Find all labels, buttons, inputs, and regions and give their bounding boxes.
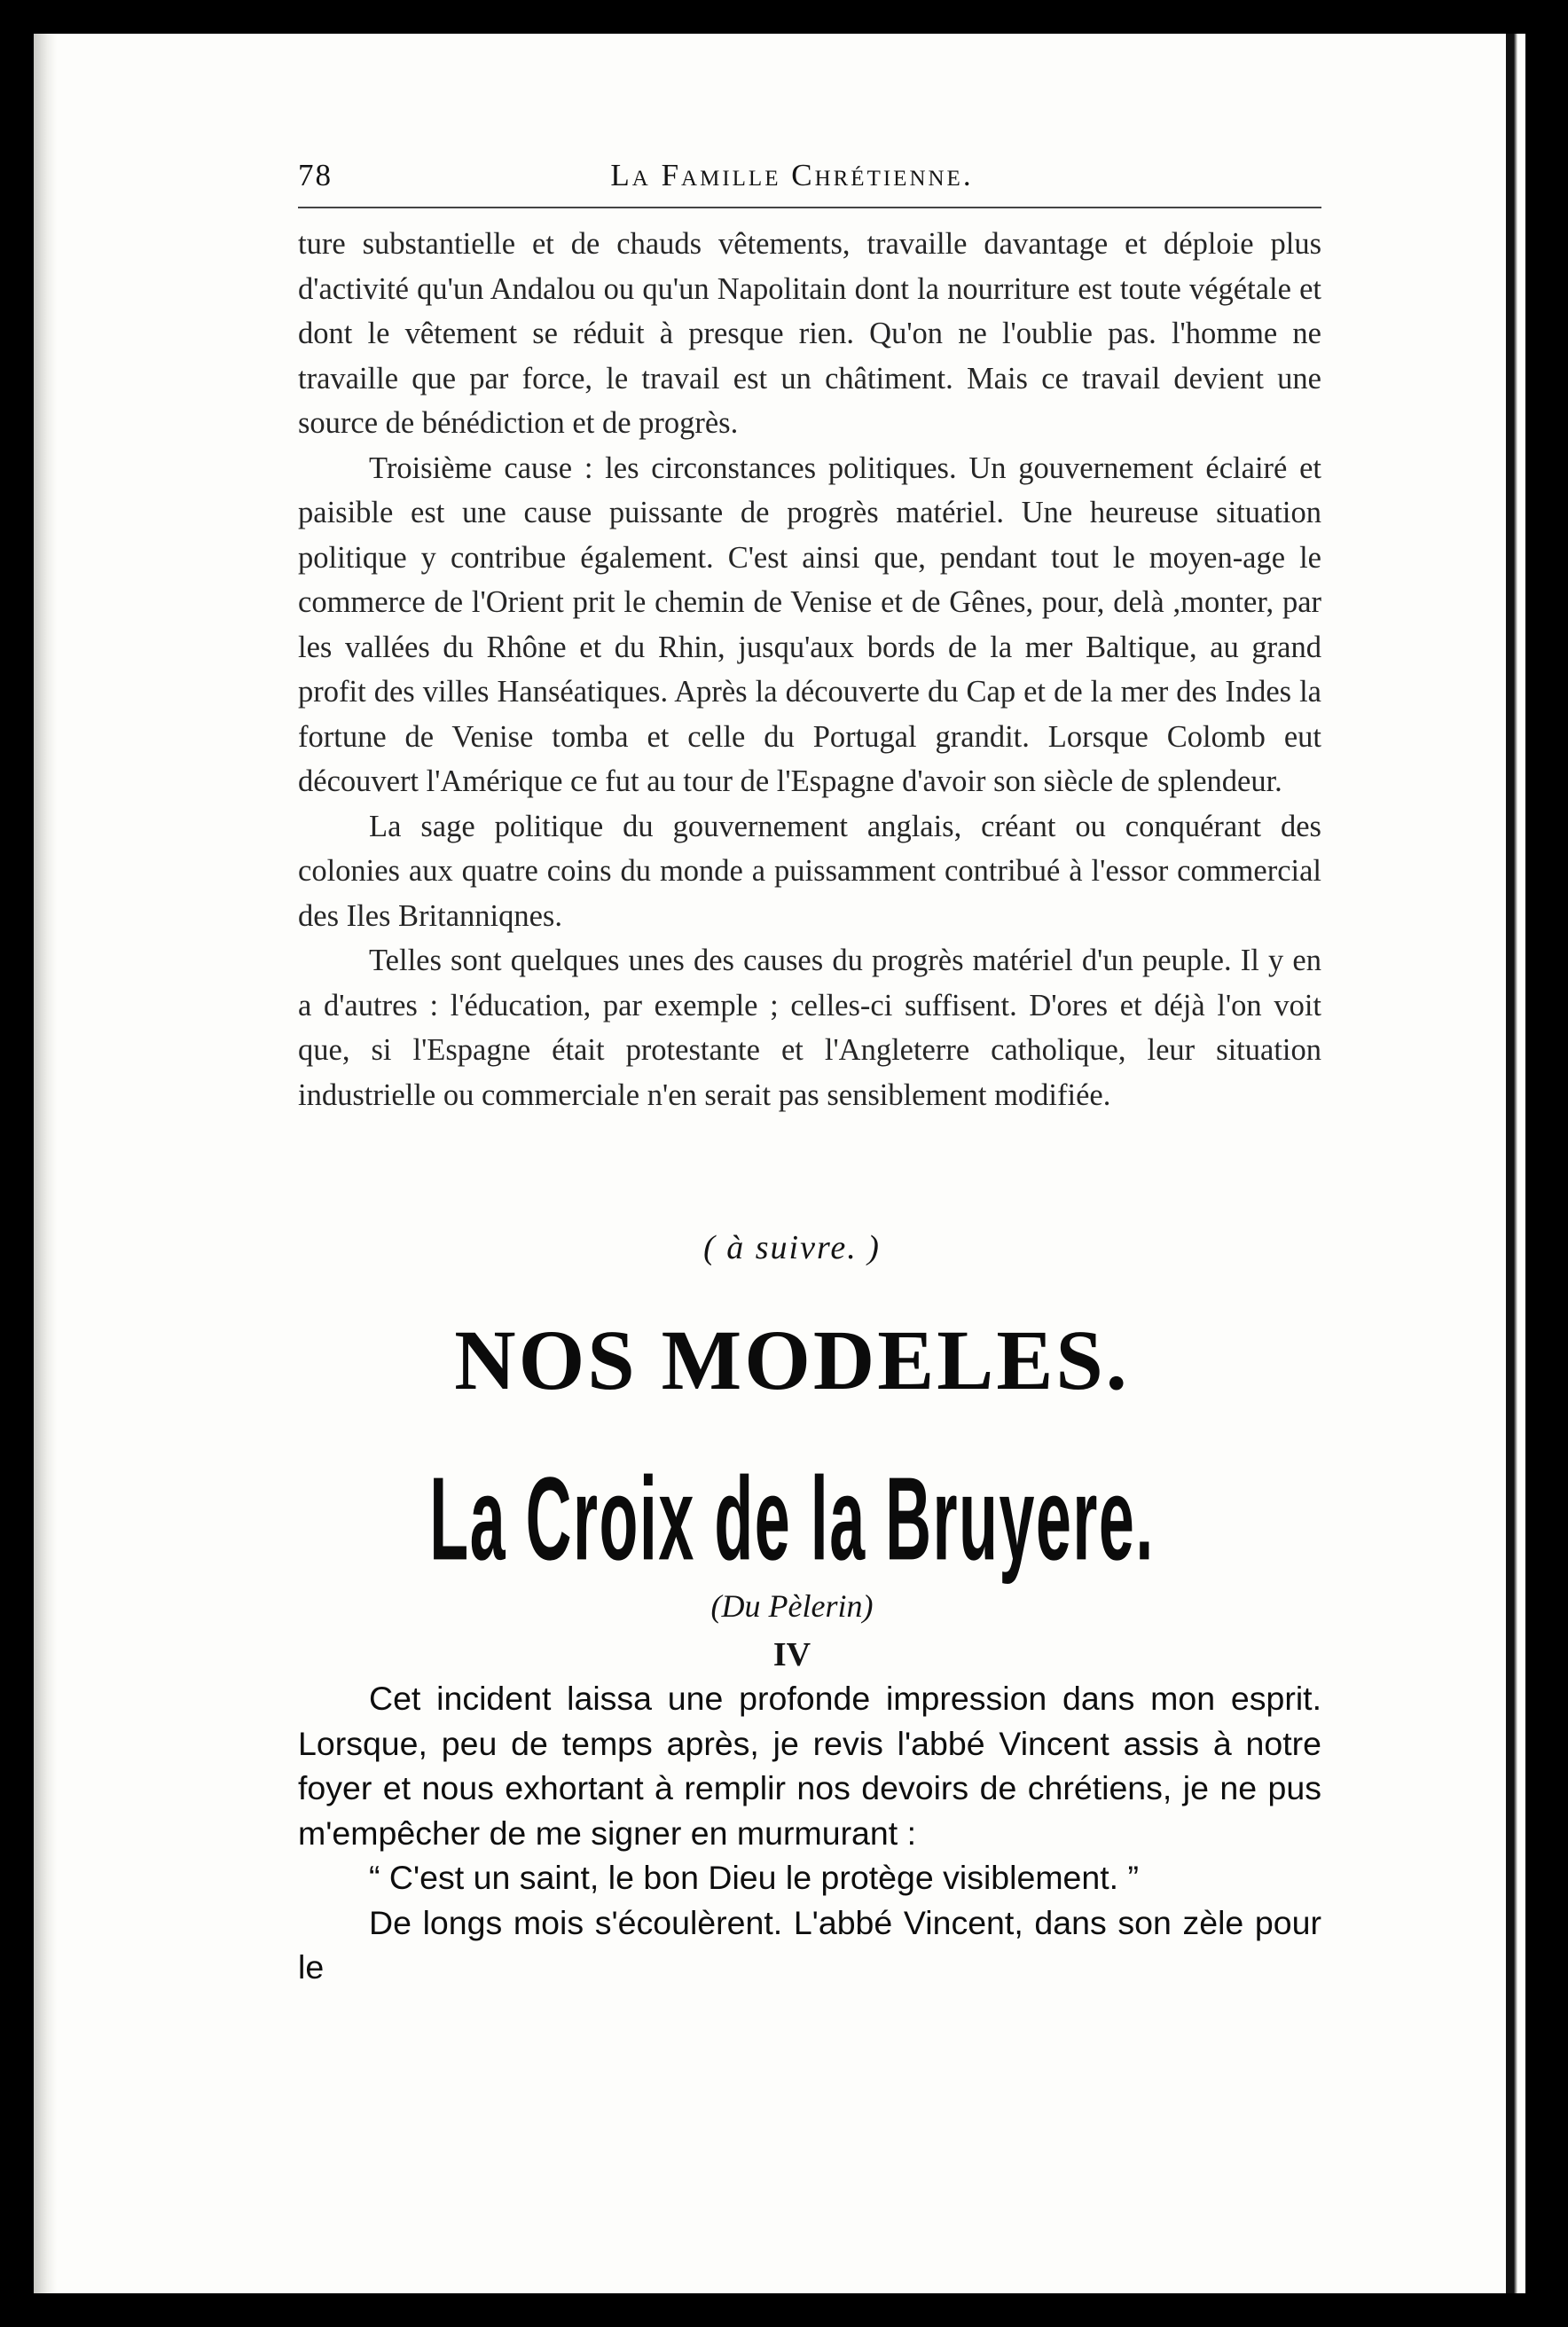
paragraph: Cet incident laissa une profonde impression dans mon esprit. Lorsque, peu de temps après, je revis l'abbé Vincent assis à notre foyer et nous exhortant à remplir nos devoirs de chrétiens, je ne pus m'empêcher de me signer en murmurant :	[298, 1680, 1321, 1852]
chapter-number: IV	[772, 1636, 811, 1673]
article-continuation	[298, 222, 1321, 1117]
page-edge-stripe	[1506, 34, 1525, 2293]
paragraph: De longs mois s'écoulèrent. L'abbé Vincent, dans son zèle pour le	[298, 1903, 1321, 1986]
header-rule	[298, 207, 1321, 208]
paragraph: La sage politique du gouvernement anglais, créant ou conquérant des colonies aux quatre coins du monde a puissamment contribué à l'essor commercial des Iles Britanniqnes.	[298, 809, 1321, 933]
page-gutter-shadow	[34, 34, 57, 2293]
to-be-continued: ( à suivre. )	[703, 1229, 881, 1266]
story-title: La Croix de la Bruyere.	[429, 1453, 1155, 1586]
scanned-page	[34, 34, 1525, 2293]
paragraph: Troisième cause : les circonstances politiques. Un gouvernement éclairé et paisible est une cause puissante de progrès matériel. Une heureuse situation politique y contribue également. C'est ainsi que, pendant tout le moyen-age le commerce de l'Orient prit le chemin de Venise et de Gênes, pour, delà ,monter, par les vallées du Rhône et du Rhin, jusqu'aux bords de la mer Baltique, au grand profit des villes Hanséatiques. Après la découverte du Cap et de la mer des Indes la fortune de Venise tomba et celle du Portugal grandit. Lorsque Colomb eut découvert l'Amérique ce fut au tour de l'Espagne d'avoir son siècle de splendeur.	[298, 451, 1321, 798]
section-title: NOS MODELES.	[454, 1312, 1130, 1407]
story-title-wrap	[263, 1453, 1321, 1586]
running-title: La Famille Chrétienne.	[610, 158, 974, 192]
paragraph: “ C'est un saint, le bon Dieu le protège visiblement. ”	[369, 1859, 1140, 1896]
paragraph: Telles sont quelques unes des causes du progrès matériel d'un peuple. Il y en a d'autres : l'éducation, par exemple ; celles-ci suffisent. D'ores et déjà l'on voit que, si l'Espagne était protestante et l'Angleterre catholique, leur situation industrielle ou commerciale n'en serait pas sensiblement modifiée.	[298, 944, 1321, 1112]
running-header	[263, 158, 1321, 202]
story-source: (Du Pèlerin)	[710, 1588, 874, 1624]
paragraph: ture substantielle et de chauds vêtements, travaille davantage et déploie plus d'activité qu'un Andalou ou qu'un Napolitain dont la nourriture est toute végétale et dont le vêtement se réduit à presque rien. Qu'on ne l'oublie pas. l'homme ne travaille que par force, le travail est un châtiment. Mais ce travail devient une source de bénédiction et de progrès.	[298, 227, 1321, 440]
story-text	[298, 1676, 1321, 1990]
page-number: 78	[298, 158, 333, 192]
